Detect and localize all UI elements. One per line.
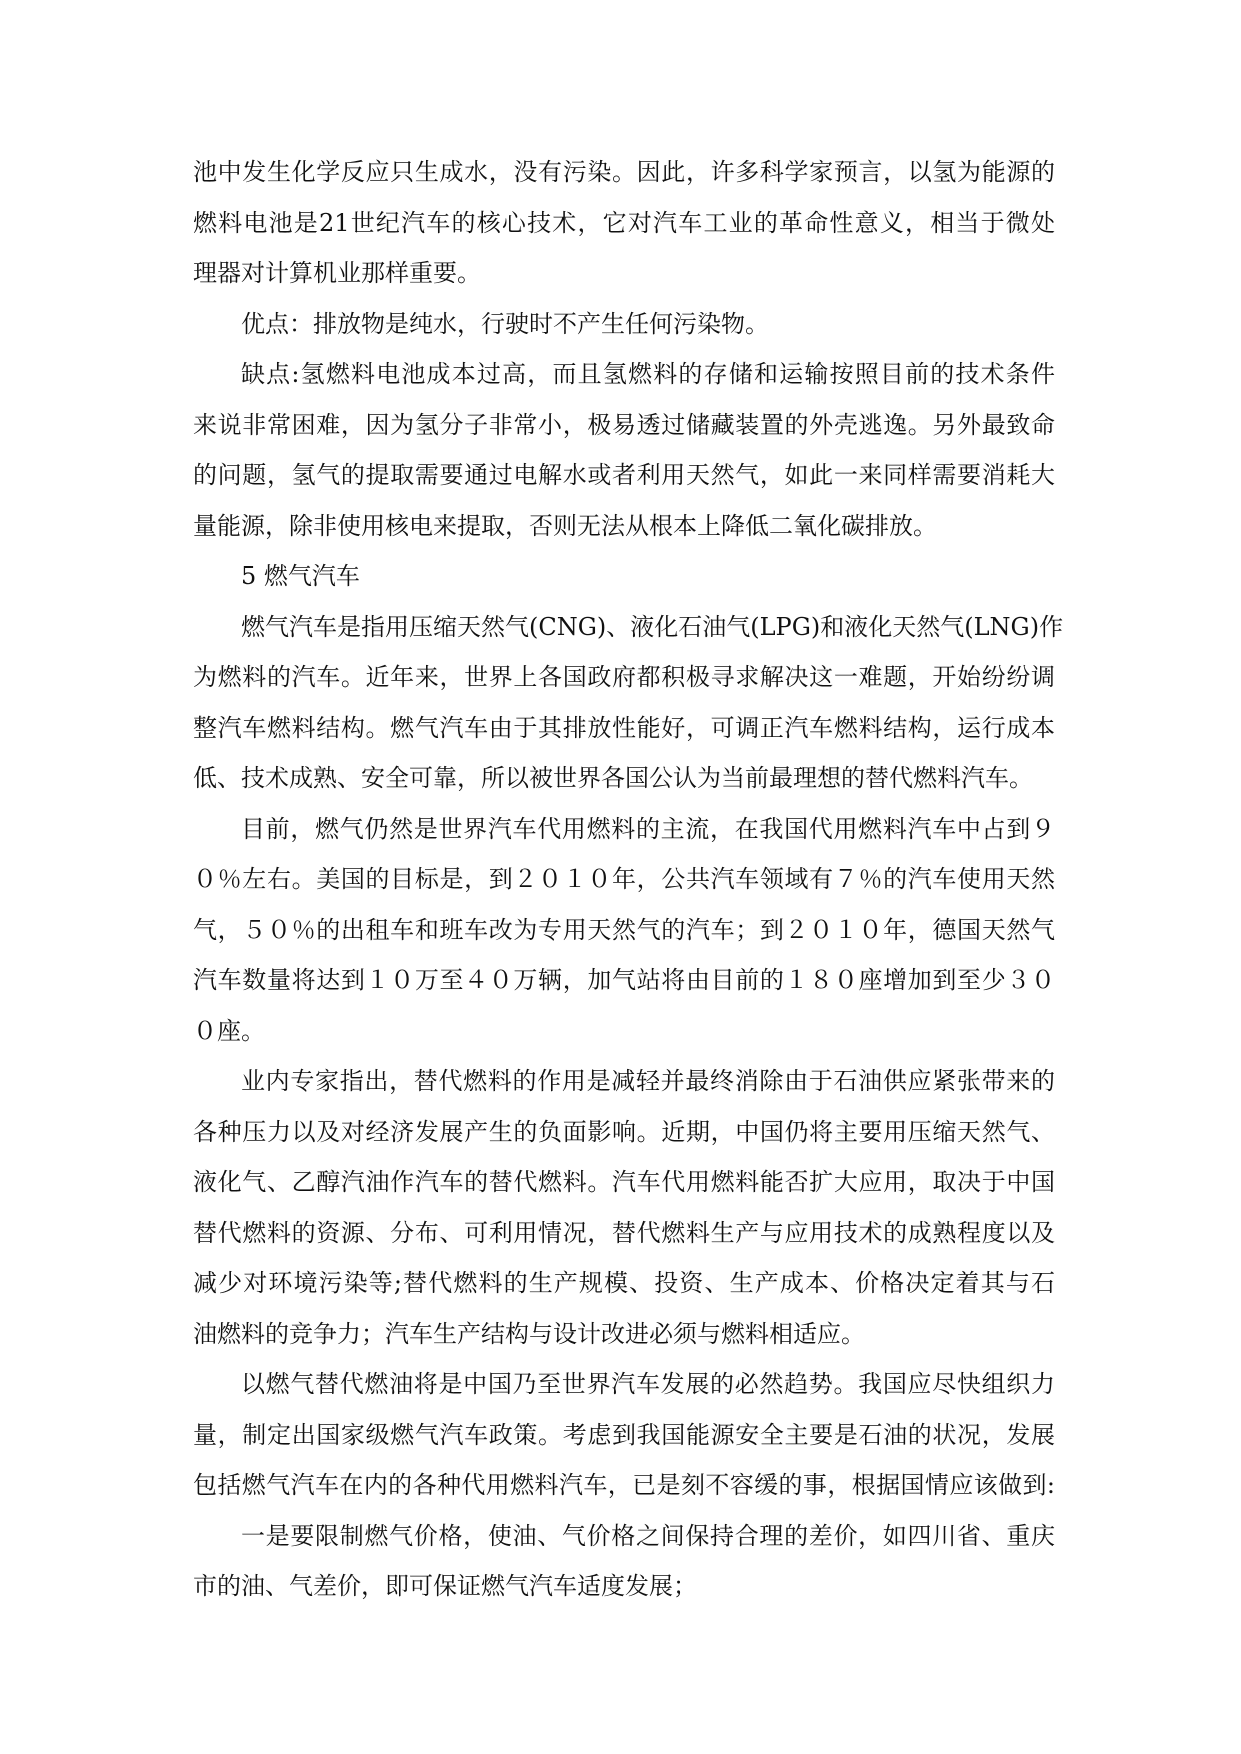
text-line: ０％左右。美国的目标是，到２０１０年，公共汽车领域有７％的汽车使用天然 [193,865,1055,893]
text-line: 理器对计算机业那样重要。 [193,259,481,287]
text-line: 燃料电池是21世纪汽车的核心技术，它对汽车工业的革命性意义，相当于微处 [193,208,1055,237]
text-line: 液化气、乙醇汽油作汽车的替代燃料。汽车代用燃料能否扩大应用，取决于中国 [193,1168,1055,1196]
text-line: 以燃气替代燃油将是中国乃至世界汽车发展的必然趋势。我国应尽快组织力 [241,1370,1055,1398]
text-line: 包括燃气汽车在内的各种代用燃料汽车，已是刻不容缓的事，根据国情应该做到: [193,1471,1055,1499]
text-line: 燃气汽车是指用压缩天然气(CNG)、液化石油气(LPG)和液化天然气(LNG)作 [241,612,1064,641]
text-line: 业内专家指出，替代燃料的作用是减轻并最终消除由于石油供应紧张带来的 [241,1067,1055,1095]
text-line: 的问题，氢气的提取需要通过电解水或者利用天然气，如此一来同样需要消耗大 [193,461,1055,489]
document-body [193,147,1064,1612]
text-line: 各种压力以及对经济发展产生的负面影响。近期，中国仍将主要用压缩天然气、 [193,1117,1055,1146]
text-line: 整汽车燃料结构。燃气汽车由于其排放性能好，可调正汽车燃料结构，运行成本 [193,713,1055,742]
text-line: 气，５０％的出租车和班车改为专用天然气的汽车；到２０１０年，德国天然气 [193,915,1055,944]
text-line: 来说非常困难，因为氢分子非常小，极易透过储藏装置的外壳逃逸。另外最致命 [193,410,1055,439]
text-line: 市的油、气差价，即可保证燃气汽车适度发展； [193,1572,697,1600]
text-line: 目前，燃气仍然是世界汽车代用燃料的主流，在我国代用燃料汽车中占到９ [241,814,1055,843]
text-line: 低、技术成熟、安全可靠，所以被世界各国公认为当前最理想的替代燃料汽车。 [193,764,1033,792]
text-line: 缺点:氢燃料电池成本过高，而且氢燃料的存储和运输按照目前的技术条件 [241,360,1055,388]
text-line: 为燃料的汽车。近年来，世界上各国政府都积极寻求解决这一难题，开始纷纷调 [193,663,1055,691]
text-line: 减少对环境污染等;替代燃料的生产规模、投资、生产成本、价格决定着其与石 [193,1269,1055,1297]
text-line: ０座。 [193,1016,265,1045]
text-line: 一是要限制燃气价格，使油、气价格之间保持合理的差价，如四川省、重庆 [241,1521,1055,1550]
text-line: 替代燃料的资源、分布、可利用情况，替代燃料生产与应用技术的成熟程度以及 [193,1218,1055,1247]
text-line: 池中发生化学反应只生成水，没有污染。因此，许多科学家预言，以氢为能源的 [193,158,1055,186]
text-line: 量，制定出国家级燃气汽车政策。考虑到我国能源安全主要是石油的状况，发展 [193,1420,1055,1449]
text-line: 汽车数量将达到１０万至４０万辆，加气站将由目前的１８０座增加到至少３０ [193,966,1055,994]
text-line: 量能源，除非使用核电来提取，否则无法从根本上降低二氧化碳排放。 [193,511,937,540]
text-line: 优点：排放物是纯水，行驶时不产生任何污染物。 [241,309,769,338]
text-line: 油燃料的竞争力；汽车生产结构与设计改进必须与燃料相适应。 [193,1319,865,1348]
text-line: 5 燃气汽车 [241,562,360,590]
